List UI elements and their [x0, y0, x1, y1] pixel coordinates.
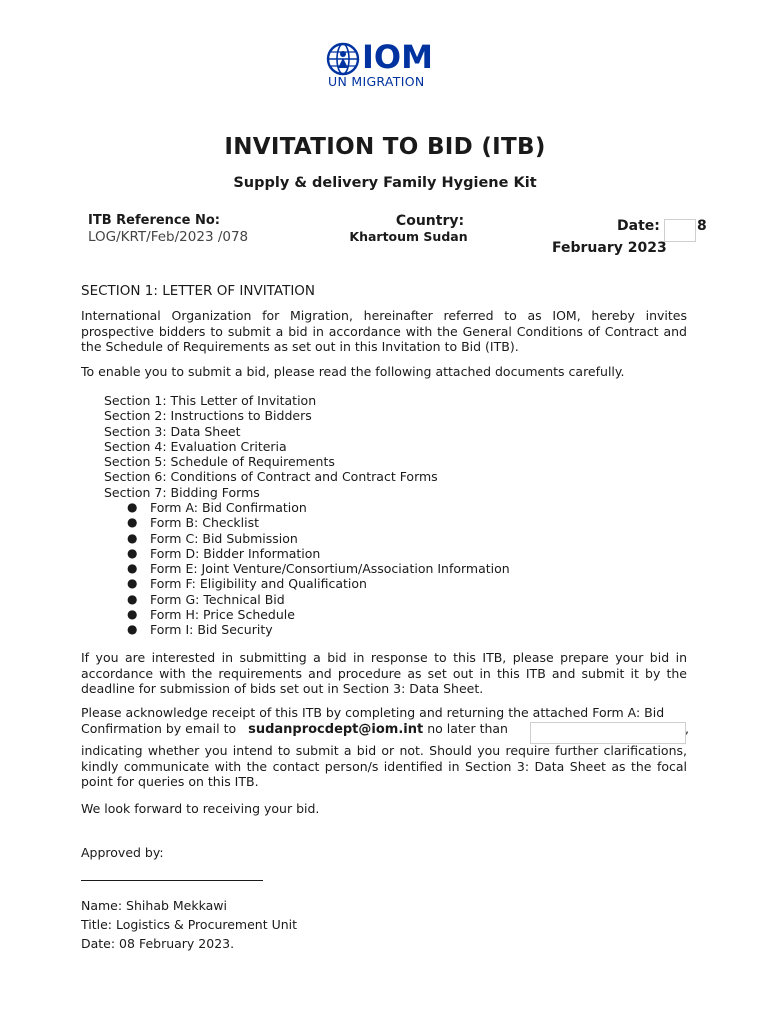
page-title: INVITATION TO BID (ITB) — [224, 134, 546, 160]
acknowledge-line-1: Please acknowledge receipt of this ITB by completing and returning the attached Form A: Bid — [81, 705, 665, 720]
page-subtitle: Supply & delivery Family Hygiene Kit — [233, 175, 537, 191]
acknowledge-text-a: Confirmation by email to — [81, 721, 237, 736]
logo-brand: IOM — [362, 38, 433, 76]
list-item: ● Form E: Joint Venture/Consortium/Association Information — [127, 561, 510, 576]
list-item: ● Form A: Bid Confirmation — [127, 500, 510, 515]
date-day: 8 — [697, 218, 707, 234]
list-item: Section 7: Bidding Forms — [104, 484, 260, 500]
list-item: Section 2: Instructions to Bidders — [104, 408, 312, 424]
closing-paragraph: We look forward to receiving your bid. — [81, 801, 320, 816]
date-day-field[interactable] — [664, 219, 696, 242]
list-item: ● Form G: Technical Bid — [127, 592, 510, 607]
list-item: Section 5: Schedule of Requirements — [104, 454, 335, 470]
list-item: ● Form H: Price Schedule — [127, 607, 510, 622]
approved-by-label: Approved by: — [81, 845, 164, 860]
comma: , — [685, 721, 689, 736]
section-heading: SECTION 1: LETTER OF INVITATION — [81, 283, 316, 299]
instructions-paragraph: To enable you to submit a bid, please read the following attached documents carefully. — [81, 364, 625, 379]
sections-list — [104, 393, 438, 500]
forms-list — [127, 500, 510, 638]
list-item: Section 1: This Letter of Invitation — [104, 393, 317, 408]
date-month-year: February 2023 — [552, 240, 667, 256]
signature-line — [81, 880, 263, 881]
iom-logo — [326, 38, 446, 89]
submission-paragraph: If you are interested in submitting a bid in response to this ITB, please prepare your bid in accordance with the requirements and procedure as set out in this ITB and submit it by the deadline for submission of bids set out in Section 3: Data Sheet. — [81, 650, 687, 696]
list-item: Section 3: Data Sheet — [104, 423, 241, 439]
date-label: Date: — [617, 218, 660, 234]
intro-paragraph: International Organization for Migration, hereinafter referred to as IOM, hereby invites prospective bidders to submit a bid in accordance with the General Conditions of Contract and the Schedule of Requirements as set out in this Invitation to Bid (ITB). — [81, 308, 687, 354]
list-item: Section 6: Conditions of Contract and Contract Forms — [104, 469, 438, 485]
deadline-field[interactable] — [530, 722, 686, 744]
country-value: Khartoum Sudan — [349, 229, 468, 244]
signature-block — [81, 896, 297, 953]
itb-reference-label: ITB Reference No: — [88, 213, 220, 228]
contact-email-link[interactable]: sudanprocdept@iom.int — [248, 722, 424, 737]
signer-name: Name: Shihab Mekkawi — [81, 898, 227, 913]
country-label: Country: — [395, 213, 465, 229]
acknowledge-line-2 — [81, 721, 508, 737]
list-item: Section 4: Evaluation Criteria — [104, 438, 287, 454]
itb-reference-value: LOG/KRT/Feb/2023 /078 — [88, 229, 249, 245]
un-globe-icon — [326, 42, 360, 76]
logo-tagline: UN MIGRATION — [328, 74, 425, 89]
list-item: ● Form C: Bid Submission — [127, 531, 510, 546]
list-item: ● Form D: Bidder Information — [127, 546, 510, 561]
signer-title: Title: Logistics & Procurement Unit — [81, 917, 298, 932]
acknowledge-rest: indicating whether you intend to submit a bid or not. Should you require further clarifications, kindly communicate with the contact person/s identified in Section 3: Data Sheet as the focal point for queries on this ITB. — [81, 743, 687, 789]
list-item: ● Form F: Eligibility and Qualification — [127, 576, 510, 591]
acknowledge-text-b: no later than — [427, 721, 508, 736]
list-item: ● Form B: Checklist — [127, 515, 510, 530]
signature-date: Date: 08 February 2023. — [81, 936, 235, 951]
list-item: ● Form I: Bid Security — [127, 622, 510, 637]
